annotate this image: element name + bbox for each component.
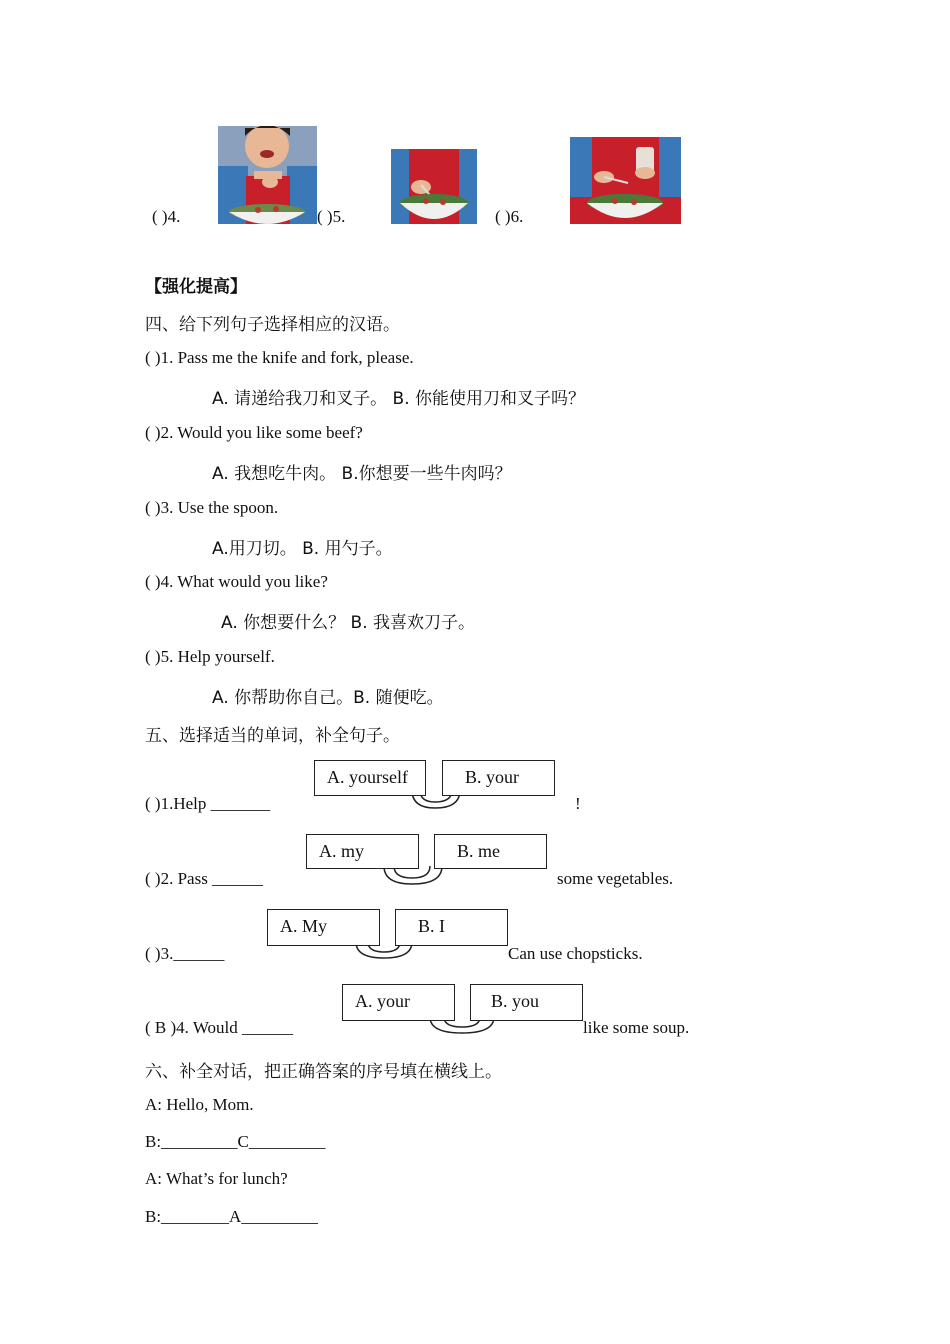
- section-heading: 【强化提高】: [145, 277, 247, 297]
- part5-option-b-2[interactable]: B. me: [434, 834, 547, 869]
- part5-option-b-1[interactable]: B. your: [442, 760, 555, 796]
- part5-option-a-4[interactable]: A. your: [342, 984, 455, 1021]
- picture-pouring-dressing: [570, 137, 681, 224]
- part4-options-1: A. 请递给我刀和叉子。 B. 你能使用刀和叉子吗？: [212, 389, 586, 409]
- part6-title: 六、补全对话，把正确答案的序号填在横线上。: [145, 1062, 502, 1082]
- part4-question-4: ( )4. What would you like?: [145, 572, 328, 591]
- part5-question-1: ( )1.Help _______: [145, 794, 271, 813]
- part5-option-a-1[interactable]: A. yourself: [314, 760, 426, 796]
- picture-question-6-number: ( )6.: [495, 207, 524, 226]
- dialogue-line-4: B:________A_________: [145, 1207, 318, 1226]
- dialogue-line-3: A: What’s for lunch?: [145, 1169, 288, 1188]
- part5-title: 五、选择适当的单词，补全句子。: [145, 726, 400, 746]
- picture-question-5-number: ( )5.: [317, 207, 346, 226]
- part4-options-3: A.用刀切。 B. 用勺子。: [212, 539, 393, 559]
- part5-question-2: ( )2. Pass ______: [145, 869, 264, 888]
- part4-question-3: ( )3. Use the spoon.: [145, 498, 279, 517]
- part5-option-b-3[interactable]: B. I: [395, 909, 508, 946]
- picture-salad-bowl-serving: [391, 149, 477, 224]
- part5-ending-2: some vegetables.: [557, 869, 674, 888]
- part4-question-1: ( )1. Pass me the knife and fork, please.: [145, 348, 414, 367]
- dialogue-line-2: B:_________C_________: [145, 1132, 326, 1151]
- part5-ending-3: Can use chopsticks.: [508, 944, 643, 963]
- part5-option-a-3[interactable]: A. My: [267, 909, 380, 946]
- part5-ending-1: !: [575, 794, 581, 813]
- picture-question-4-number: ( )4.: [152, 207, 181, 226]
- part4-question-2: ( )2. Would you like some beef?: [145, 423, 363, 442]
- part4-options-4: A. 你想要什么？ B. 我喜欢刀子。: [221, 613, 476, 633]
- dialogue-line-1: A: Hello, Mom.: [145, 1095, 254, 1114]
- picture-woman-eating-salad: [218, 126, 317, 224]
- part5-question-4: ( B )4. Would ______: [145, 1018, 294, 1037]
- part4-options-5: A. 你帮助你自己。B. 随便吃。: [212, 688, 444, 708]
- part4-title: 四、给下列句子选择相应的汉语。: [145, 315, 400, 335]
- part5-connector-2: [376, 866, 456, 886]
- part5-question-3: ( )3.______: [145, 944, 225, 963]
- part4-options-2: A. 我想吃牛肉。 B.你想要一些牛肉吗？: [212, 464, 512, 484]
- part5-option-b-4[interactable]: B. you: [470, 984, 583, 1021]
- part4-question-5: ( )5. Help yourself.: [145, 647, 275, 666]
- part5-option-a-2[interactable]: A. my: [306, 834, 419, 869]
- part5-ending-4: like some soup.: [583, 1018, 690, 1037]
